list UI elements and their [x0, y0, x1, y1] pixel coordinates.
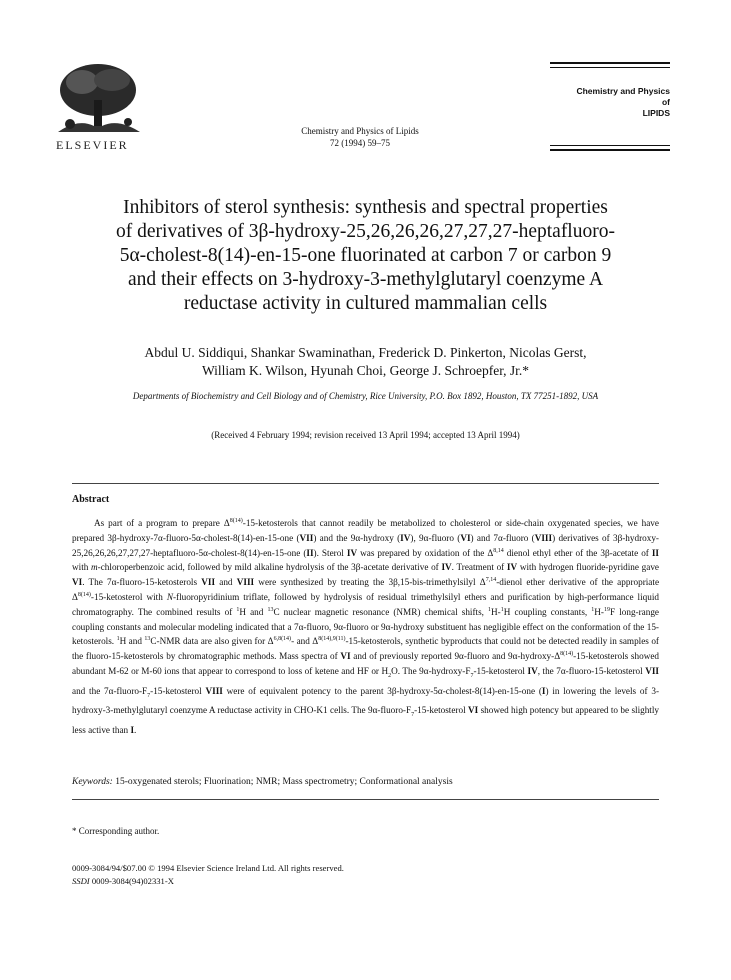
divider: [72, 483, 659, 484]
masthead-line: of: [661, 97, 670, 107]
authors-line: William K. Wilson, Hyunah Choi, George J. Schroepfer, Jr.*: [201, 363, 530, 378]
title-line: 5α-cholest-8(14)-en-15-one fluorinated at carbon 7 or carbon 9: [119, 245, 612, 266]
title-line: and their effects on 3-hydroxy-3-methylglutaryl coenzyme A: [127, 269, 604, 290]
keywords-text: 15-oxygenated sterols; Fluorination; NMR; Mass spectrometry; Conformational analysis: [112, 777, 453, 787]
authors-line: Abdul U. Siddiqui, Shankar Swaminathan, Frederick D. Pinkerton, Nicolas Gerst,: [144, 345, 587, 360]
divider: [72, 799, 659, 800]
corresponding-author-note: * Corresponding author.: [72, 826, 160, 836]
abstract-body: As part of a program to prepare $\Delta^{8(14)}-15$-ketosterols that cannot readily be metabolized to cholesterol or side-chain oxygenated species, we have prepared 3β-hydroxy-7α-fluoro-5α-cholest-8(14)-en-15-one (VII) and the 9α-hydroxy (IV), 9α-fluoro (VI) and 7α-fluoro (VIII) derivatives of 3β-hydroxy-25,26,26,26,27,27,27-heptafluoro-5α-cholest-8(14)-en-15-one (II). Sterol IV was prepared by oxidation of the Δ$^{8,14}$ dienol ethyl ether of the 3β-acetate of II with m-chloroperbenzoic acid, followed by mild alkaline hydrolysis of the 3β-acetate derivative of IV. Treatment of IV with hydrogen fluoride-pyridine gave VI. The 7α-fluoro-15-ketosterols VII and VIII were synthesized by treating the 3β,15-bis-trimethylsilyl Δ$^{7,14}$-dienol ether derivative of the appropriate $\Delta^{8(14)}-15$-ketosterol with N-fluoropyridinium triflate, followed by hydrolysis of residual trimethylsilyl ethers and purification by high-performance liquid chromatography. The combined results of $^1$H and $^{13}$C nuclear magnetic resonance (NMR) chemical shifts, $^1$H-$^1$H coupling constants, $^1$H-$^{19}$F long-range coupling constants and molecular modeling indicated that a 7α-fluoro, 9α-fluoro or 9α-hydroxy substituent has negligible effect on the conformation of the 15-ketosterols. $^1$H and $^{13}$C-NMR data are also given for $\Delta^{6,8(14)}-$ and $\Delta^{8(14),9(11)}-15$-ketosterols, synthetic byproducts that could not be detected readily in samples of the fluoro-15-ketosterols by chromatographic methods. Mass spectra of VI and of previously reported 9α-fluoro and $9\alpha-hydroxy-\Delta^{8(14)}-15$-ketosterols showed abundant M-62 or M-60 ions that appear to correspond to loss of ketene and HF or $H_2O$. The $9\alpha-hydroxy-F_7-15$-ketosterol IV, the 7α-fluoro-15-ketosterol VII and the $7\alpha-fluoro-F_7-15$-ketosterol VIII were of equivalent potency to the parent 3β-hydroxy-5α-cholest-8(14)-en-15-one (I) in lowering the levels of 3-hydroxy-3-methylglutaryl coenzyme A reductase activity in CHO-K1 cells. The $9\alpha-fluoro-F_7-15$-ketosterol VI showed high potency but appeared to be slightly less active than I.: [72, 517, 660, 735]
affiliation: Departments of Biochemistry and Cell Biology and of Chemistry, Rice University, P.O. Box 1892, Houston, TX 77251-1892, USA: [132, 391, 599, 401]
page-header: [0, 0, 731, 160]
masthead-line: LIPIDS: [642, 108, 670, 118]
author-list: [40, 344, 691, 380]
ssdi-line: SSDI 0009-3084(94)02331-X: [72, 876, 174, 886]
title-line: Inhibitors of sterol synthesis: synthesis and spectral properties: [123, 197, 608, 218]
article-title: [40, 196, 691, 316]
copyright-line: 0009-3084/94/$07.00 © 1994 Elsevier Science Ireland Ltd. All rights reserved.: [72, 863, 344, 873]
elsevier-tree-icon: [48, 60, 148, 138]
masthead-line: Chemistry and Physics: [576, 86, 670, 96]
masthead-rule: [550, 145, 670, 146]
masthead-rule: [550, 67, 670, 68]
masthead-title: [550, 86, 670, 119]
copyright-notice: [72, 862, 672, 888]
keywords-label: Keywords:: [72, 777, 113, 787]
title-line: of derivatives of 3β-hydroxy-25,26,26,26,27,27,27-heptafluoro-: [116, 221, 615, 242]
publisher-wordmark: ELSEVIER: [56, 138, 129, 152]
received-dates: (Received 4 February 1994; revision received 13 April 1994; accepted 13 April 1994): [211, 430, 520, 440]
journal-name: Chemistry and Physics of Lipids: [301, 126, 419, 136]
elsevier-logo: [48, 60, 148, 160]
masthead-rule: [550, 149, 670, 151]
journal-masthead: [550, 62, 670, 154]
abstract-heading: Abstract: [72, 494, 110, 505]
title-line: reductase activity in cultured mammalian cells: [183, 293, 548, 314]
keywords: [72, 777, 659, 787]
journal-citation: [230, 125, 490, 149]
masthead-rule: [550, 62, 670, 64]
journal-volume: 72 (1994) 59–75: [330, 138, 390, 148]
